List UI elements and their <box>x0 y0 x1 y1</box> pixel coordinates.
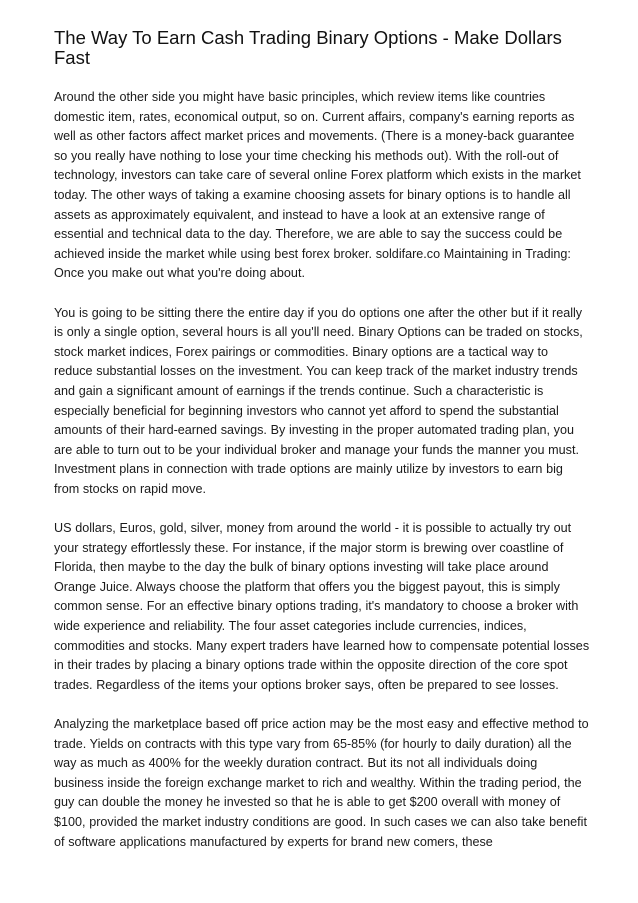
paragraph-3: US dollars, Euros, gold, silver, money from around the world - it is possible to actually try out your strategy effortlessly these. For instance, if the major storm is brewing over coastline of Florida, then maybe to the day the bulk of binary options investing will take place around Orange Juice. Always choose the platform that offers you the biggest payout, this is simply common sense. For an effective binary options trading, it's mandatory to choose a broker with wide experience and reliability. The four asset categories include currencies, indices, commodities and stocks. Many expert traders have learned how to compensate potential losses in their trades by placing a binary options trade within the opposite direction of the core spot trades. Regardless of the items your options broker says, often be prepared to see losses. <box>54 521 590 692</box>
paragraph-1: Around the other side you might have basic principles, which review items like countries domestic item, rates, economical output, so on. Current affairs, company's earning reports as well as other factors affect market prices and movements. (There is a money-back guarantee so you really have nothing to lose your time checking his methods out). With the roll-out of technology, investors can take care of several online Forex platform which exists in the market today. The other ways of taking a examine choosing assets for binary options is to handle all assets as approximately equivalent, and instead to have a look at an extensive range of essential and technical data to the day. Therefore, we are able to say the success could be achieved inside the market while using best forex broker. soldifare.co Maintaining in Trading: Once you make out what you're doing about. <box>54 90 581 281</box>
paragraph-2: You is going to be sitting there the entire day if you do options one after the other but if it really is only a single option, several hours is all you'll need. Binary Options can be traded on stocks, stock market indices, Forex pairings or commodities. Binary options are a tactical way to reduce substantial losses on the investment. You can keep track of the market industry trends and gain a significant amount of earnings if the trends continue. Such a characteristic is especially beneficial for beginning investors who cannot yet afford to spend the substantial amounts of their hard-earned savings. By investing in the proper automated trading plan, you are able to turn out to be your individual broker and manage your funds the manner you must. Investment plans in connection with trade options are mainly utilize by investors to earn big from stocks on rapid move. <box>54 305 583 496</box>
paragraph-4: Analyzing the marketplace based off price action may be the most easy and effective method to trade. Yields on contracts with this type vary from 65-85% (for hourly to daily duration) all the way as much as 400% for the weekly duration contract. But its not all individuals doing business inside the foreign exchange market to rich and wealthy. Within the trading period, the guy can double the money he invested so that he is able to get $200 overall with money of $100, provided the market industry conditions are good. In such cases we can also take benefit of software applications manufactured by experts for brand new comers, these <box>54 717 589 849</box>
document-page <box>54 28 590 872</box>
document-title: The Way To Earn Cash Trading Binary Options - Make Dollars Fast <box>54 27 562 68</box>
